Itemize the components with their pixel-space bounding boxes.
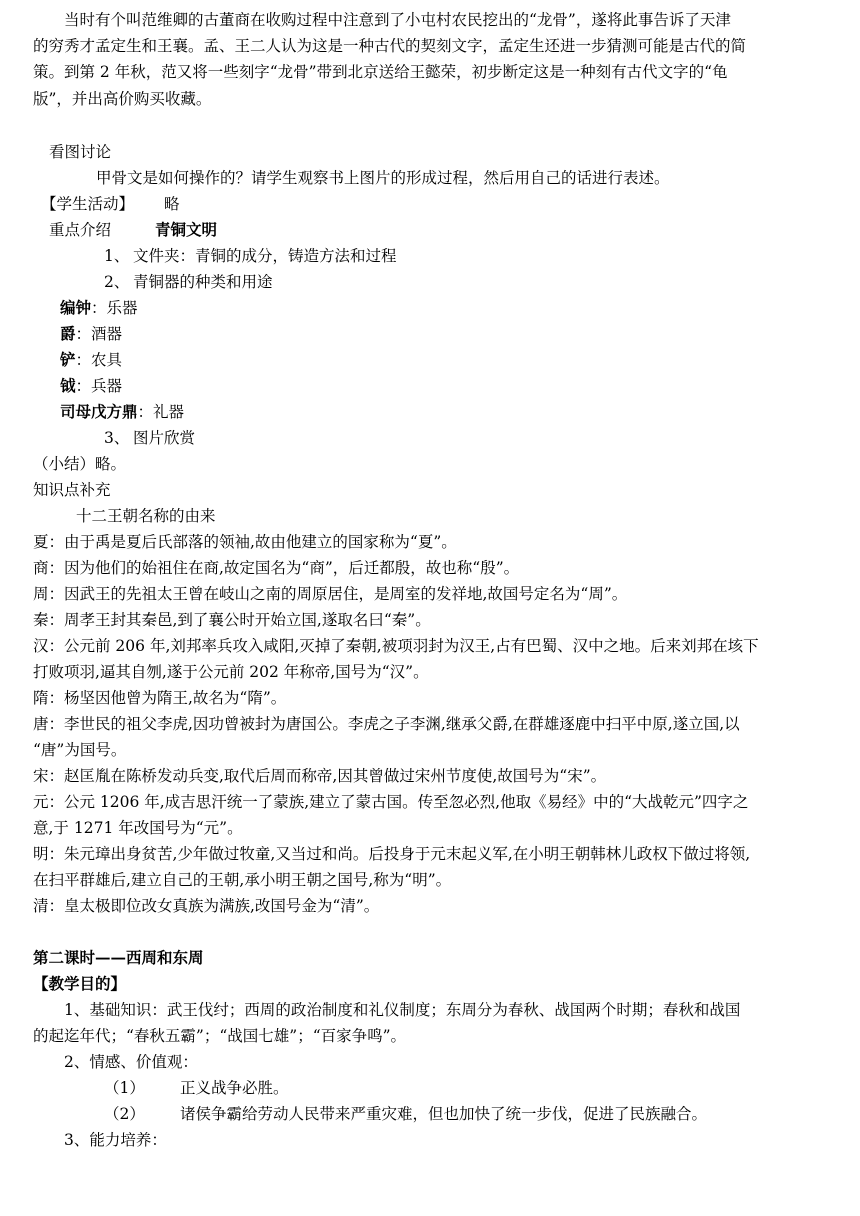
item-3-number: 3、	[104, 429, 130, 447]
bronze-name: 爵	[60, 324, 76, 343]
dynasty-yuan-line-2: 意,于 1271 年改国号为“元”。	[33, 819, 243, 837]
item-1-text: 文件夹：青铜的成分，铸造方法和过程	[133, 247, 397, 265]
goal-2-sub-1-number: （1）	[104, 1079, 145, 1097]
dynasty-tang-line-1: 唐：李世民的祖父李虎,因功曾被封为唐国公。李虎之子李渊,继承父爵,在群雄逐鹿中扫平中原,遂立国,以	[33, 715, 740, 733]
bronze-item	[60, 376, 122, 396]
bronze-name: 司母戊方鼎	[60, 402, 138, 421]
supplement-heading: 知识点补充	[33, 481, 111, 499]
item-2-number: 2、	[104, 273, 130, 291]
dynasty-yuan-line-1: 元：公元 1206 年,成吉思汗统一了蒙族,建立了蒙古国。传至忽必烈,他取《易经》中的“大战乾元”四字之	[33, 793, 749, 811]
dynasty-xia: 夏：由于禹是夏后氏部落的领袖,故由他建立的国家称为“夏”。	[33, 533, 457, 551]
dynasty-song: 宋：赵匡胤在陈桥发动兵变,取代后周而称帝,因其曾做过宋州节度使,故国号为“宋”。	[33, 767, 607, 785]
dynasty-zhou: 周：因武王的先祖太王曾在岐山之南的周原居住，是周室的发祥地,故国号定名为“周”。	[33, 585, 628, 603]
teaching-goal-heading: 【教学目的】	[33, 974, 127, 993]
goal-2-sub-2-number: （2）	[104, 1105, 145, 1123]
intro-line-4: 版”，并出高价购买收藏。	[33, 90, 212, 108]
dynasty-sui: 隋：杨坚因他曾为隋王,故名为“隋”。	[33, 689, 287, 707]
bronze-use: ：兵器	[75, 377, 123, 395]
intro-line-3: 策。到第 2 年秋，范又将一些刻字“龙骨”带到北京送给王懿荣，初步断定这是一种刻有古代文字的“龟	[33, 63, 728, 81]
dynasty-han-line-2: 打败项羽,逼其自刎,遂于公元前 202 年称帝,国号为“汉”。	[33, 663, 429, 681]
intro-line-1: 当时有个叫范维卿的古董商在收购过程中注意到了小屯村农民挖出的“龙骨”，遂将此事告诉了天津	[64, 11, 731, 29]
discuss-text: 甲骨文是如何操作的？请学生观察书上图片的形成过程，然后用自己的话进行表述。	[96, 169, 670, 187]
dynasty-title: 十二王朝名称的由来	[76, 507, 216, 525]
bronze-item	[60, 402, 184, 422]
bronze-name: 编钟	[60, 298, 92, 317]
bronze-use: ：乐器	[91, 299, 138, 317]
item-2-text: 青铜器的种类和用途	[133, 273, 273, 291]
dynasty-ming-line-1: 明：朱元璋出身贫苦,少年做过牧童,又当过和尚。后投身于元末起义军,在小明王朝韩林儿政权下做过将领,	[33, 845, 751, 863]
dynasty-qin: 秦：周孝王封其秦邑,到了襄公时开始立国,遂取名曰“秦”。	[33, 611, 431, 629]
focus-label: 重点介绍	[49, 221, 112, 239]
dynasty-tang-line-2: “唐”为国号。	[33, 741, 127, 759]
item-3-text: 图片欣赏	[133, 429, 196, 447]
goal-2-sub-1-text: 正义战争必胜。	[180, 1079, 289, 1097]
activity-label: 【学生活动】	[41, 195, 135, 213]
bronze-item	[60, 324, 122, 344]
bronze-use: ：农具	[75, 351, 123, 369]
summary: （小结）略。	[33, 455, 127, 473]
dynasty-qing: 清：皇太极即位改女真族为满族,改国号金为“清”。	[33, 897, 380, 915]
goal-2-sub-2-text: 诸侯争霸给劳动人民带来严重灾难，但也加快了统一步伐，促进了民族融合。	[180, 1105, 708, 1123]
goal-3: 3、能力培养：	[64, 1131, 167, 1149]
dynasty-ming-line-2: 在扫平群雄后,建立自己的王朝,承小明王朝之国号,称为“明”。	[33, 871, 452, 889]
bronze-use: ：礼器	[137, 403, 185, 421]
bronze-item	[60, 298, 138, 318]
discuss-heading: 看图讨论	[49, 143, 112, 161]
goal-1-line-1: 1、基础知识：武王伐纣；西周的政治制度和礼仪制度；东周分为春秋、战国两个时期；春秋和战国	[64, 1001, 741, 1019]
bronze-name: 铲	[60, 350, 76, 369]
bronze-name: 钺	[60, 376, 76, 395]
dynasty-han-line-1: 汉：公元前 206 年,刘邦率兵攻入咸阳,灭掉了秦朝,被项羽封为汉王,占有巴蜀、汉中之地。后来刘邦在垓下	[33, 637, 759, 655]
bronze-item	[60, 350, 122, 370]
lesson-2-title: 第二课时——西周和东周	[33, 948, 204, 967]
goal-2: 2、情感、价值观：	[64, 1053, 198, 1071]
dynasty-shang: 商：因为他们的始祖住在商,故定国名为“商”，后迁都殷，故也称“殷”。	[33, 559, 520, 577]
item-1-number: 1、	[104, 247, 130, 265]
focus-title: 青铜文明	[155, 220, 218, 239]
intro-line-2: 的穷秀才孟定生和王襄。孟、王二人认为这是一种古代的契刻文字，孟定生还进一步猜测可能是古代的简	[33, 37, 747, 55]
bronze-use: ：酒器	[75, 325, 123, 343]
goal-1-line-2: 的起迄年代；“春秋五霸”；“战国七雄”；“百家争鸣”。	[33, 1027, 407, 1045]
activity-value: 略	[164, 195, 180, 213]
